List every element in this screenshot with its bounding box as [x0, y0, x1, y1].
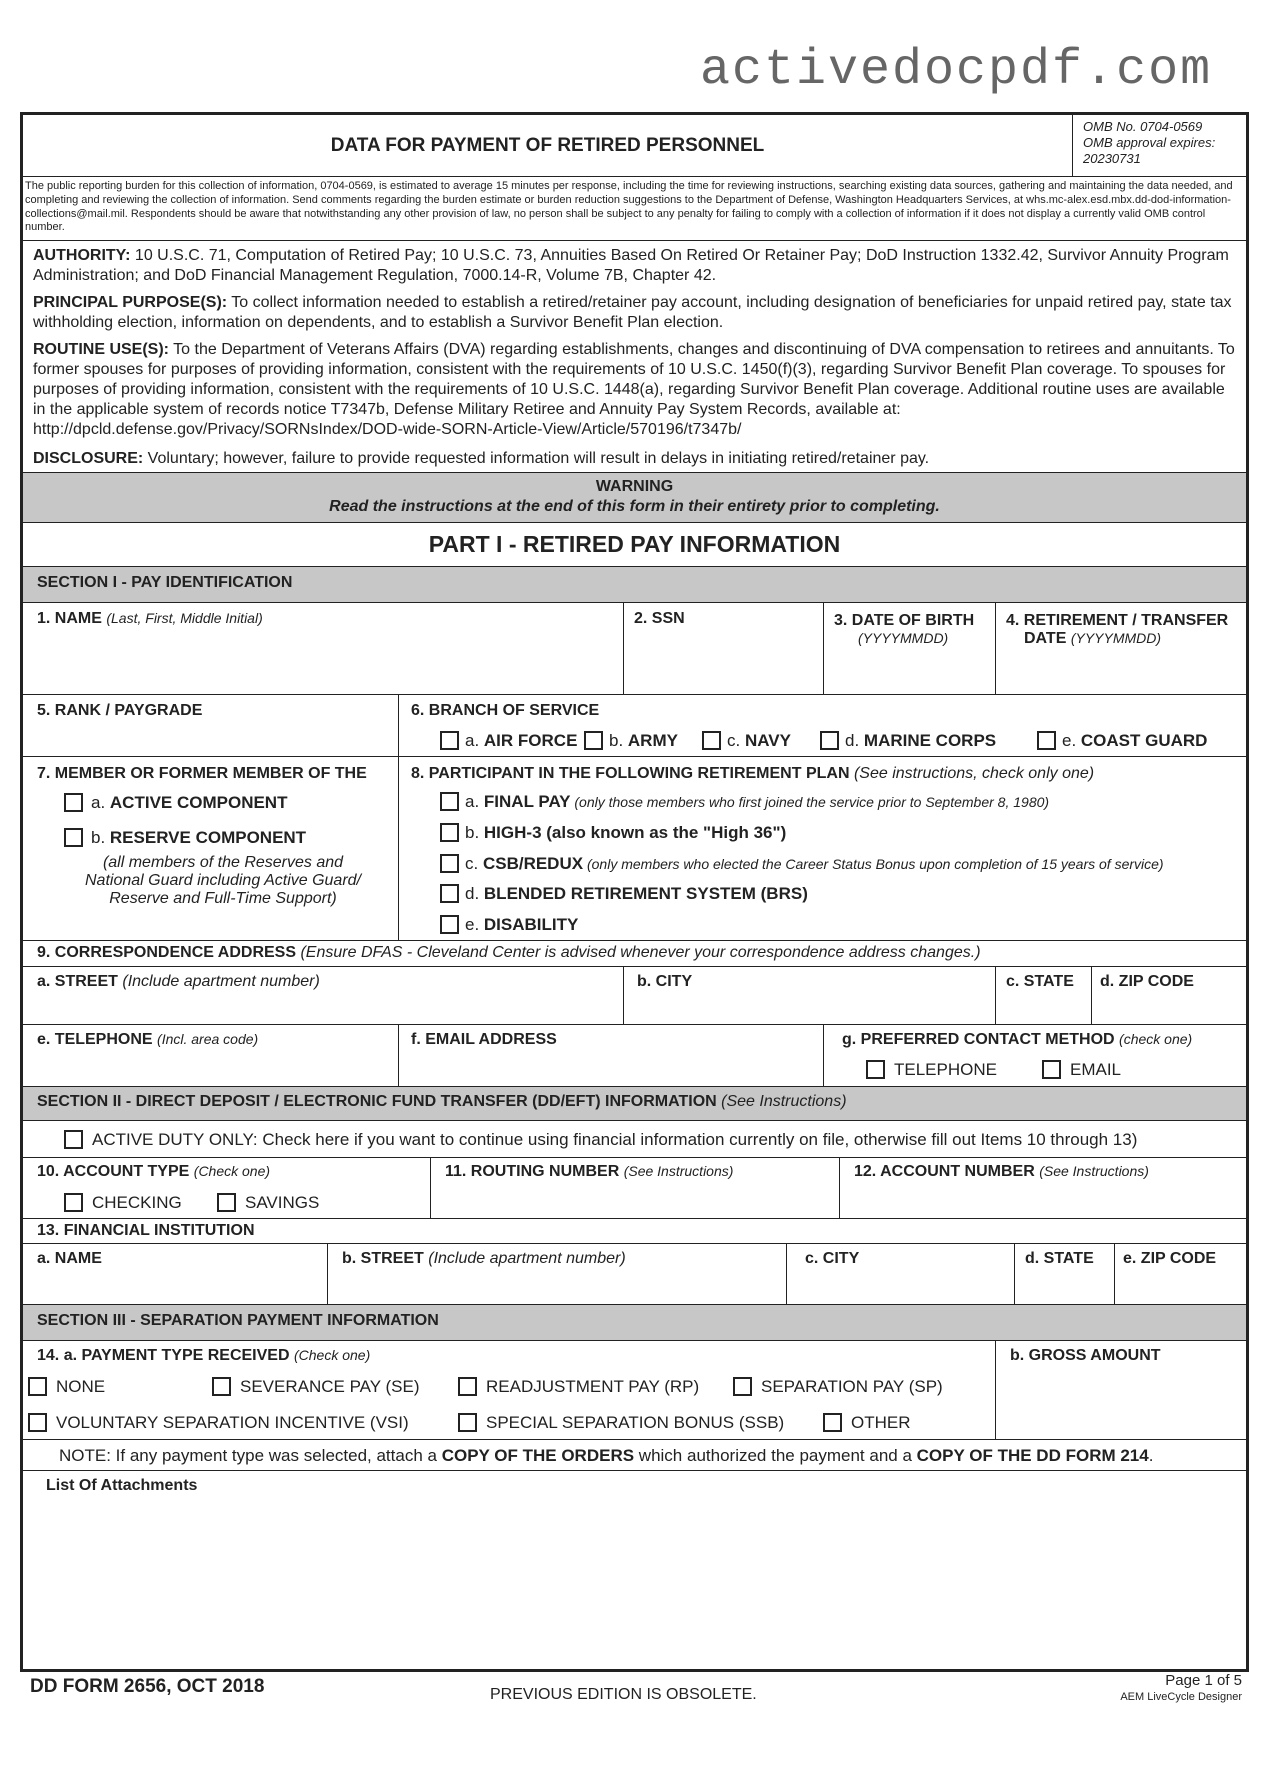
retirement-date-hint: (YYYYMMDD): [1070, 630, 1162, 646]
account-row: [23, 1158, 1246, 1219]
csb-redux-checkbox[interactable]: [440, 854, 459, 873]
part1-title: PART I - RETIRED PAY INFORMATION: [428, 531, 841, 557]
reserve-note: (all members of the Reserves and National Guard including Active Guard/ Reserve and Full-Time Support): [85, 854, 361, 907]
form-id: DD FORM 2656, OCT 2018: [30, 1676, 265, 1697]
checking-checkbox[interactable]: [64, 1193, 83, 1212]
army-option: b. ARMY: [609, 731, 678, 750]
brs-checkbox[interactable]: [440, 884, 459, 903]
disability-option: e. DISABILITY: [465, 915, 579, 934]
reserve-component-option: b. RESERVE COMPONENT: [91, 828, 307, 847]
account-type-hint: (Check one): [193, 1163, 271, 1179]
section1-title: SECTION I - PAY IDENTIFICATION: [37, 574, 293, 591]
section1-header: [23, 567, 1246, 603]
payment-type-label: 14. a. PAYMENT TYPE RECEIVED: [37, 1347, 290, 1364]
fin-state-label: d. STATE: [1025, 1250, 1094, 1267]
air-force-checkbox[interactable]: [440, 731, 459, 750]
burden-text: The public reporting burden for this collection of information, 0704-0569, is estimated to average 15 minutes per response, including the time for reviewing instructions, searching existing data sources, gathering and maintaining the data needed, and completing and reviewing the collection of information. Send comments regarding the burden estimate or burden reduction suggestions to the Department of Defense, Washington Headquarters Services, at whs.mc-alex.esd.mbx.dd-dod-information-collections@mail.mil. Respondents should be aware that notwithstanding any other provision of law, no person shall be subject to any penalty for failing to comply with a collection of information if it does not display a currently valid OMB control number.: [25, 180, 1233, 234]
form-title: DATA FOR PAYMENT OF RETIRED PERSONNEL: [330, 135, 765, 156]
attachments-label: List Of Attachments: [46, 1477, 198, 1494]
identification-row: [23, 603, 1246, 695]
financial-institution-row: [23, 1244, 1246, 1305]
contact-method-field: [824, 1025, 1246, 1086]
correspondence-label: 9. CORRESPONDENCE ADDRESS: [37, 944, 297, 961]
separation-pay-option: SEPARATION PAY (SP): [761, 1377, 943, 1396]
omb-expires: OMB approval expires:: [1083, 135, 1216, 150]
street-field[interactable]: [23, 967, 624, 1024]
checking-option: CHECKING: [92, 1193, 182, 1212]
ssn-field[interactable]: [624, 603, 824, 694]
final-pay-option: a. FINAL PAY (only those members who first joined the service prior to September 8, 1980): [465, 792, 1050, 811]
account-number-label: 12. ACCOUNT NUMBER: [854, 1163, 1035, 1180]
other-checkbox[interactable]: [823, 1413, 842, 1432]
separation-pay-checkbox[interactable]: [733, 1377, 752, 1396]
form-page: [20, 112, 1249, 1672]
part1-header: [23, 523, 1246, 567]
ssb-option: SPECIAL SEPARATION BONUS (SSB): [486, 1413, 785, 1432]
authority-text: 10 U.S.C. 71, Computation of Retired Pay; 10 U.S.C. 73, Annuities Based On Retired Or Retainer Pay; DoD Instruction 1332.42, Survivor Annuity Program Administration; and DoD Financial Management Regulation, 7000.14-R, Volume 7B, Chapter 42.: [33, 247, 1229, 284]
army-checkbox[interactable]: [584, 731, 603, 750]
contact-method-label: g. PREFERRED CONTACT METHOD: [842, 1031, 1115, 1048]
telephone-label: e. TELEPHONE: [37, 1031, 153, 1048]
retirement-date-label: 4. RETIREMENT / TRANSFER: [1006, 612, 1229, 629]
contact-row: [23, 1025, 1246, 1087]
section2-hint: (See Instructions): [721, 1093, 847, 1110]
navy-checkbox[interactable]: [702, 731, 721, 750]
attachments-field[interactable]: [23, 1471, 1246, 1669]
routine-text: To the Department of Veterans Affairs (DVA) regarding establishments, changes and discontinuing of DVA compensation to retirees and annuitants. To former spouses for purposes of providing information, consistent with the requirements of 10 U.S.C. 1450(f)(3), regarding Survivor Benefit Plan coverage. To spouses for purposes of providing information, consistent with the requirements of 10 U.S.C. 1448(a), regarding Survivor Benefit Plan coverage. Additional routine uses are available in the applicable system of records notice T7347b, Defense Military Retiree and Annuity Pay System Records, available at: http://dpcld.defense.gov/Privacy/SORNsIndex/DOD-wide-SORN-Article-View/Article/570196/t7347b/: [33, 341, 1235, 438]
active-duty-text: ACTIVE DUTY ONLY: Check here if you want to continue using financial information currently on file, otherwise fill out Items 10 through 13): [92, 1130, 1138, 1149]
purpose-label: PRINCIPAL PURPOSE(S):: [33, 294, 228, 311]
disclosure-paragraph: [33, 449, 1238, 469]
orders-note-row: [23, 1440, 1246, 1471]
branch-label: 6. BRANCH OF SERVICE: [411, 702, 600, 719]
city-field[interactable]: [624, 967, 996, 1024]
fin-state-field[interactable]: [1015, 1244, 1115, 1304]
contact-telephone-option: TELEPHONE: [894, 1060, 997, 1079]
none-checkbox[interactable]: [28, 1377, 47, 1396]
fin-zip-field[interactable]: [1115, 1244, 1246, 1304]
contact-method-hint: (check one): [1119, 1031, 1193, 1047]
navy-option: c. NAVY: [727, 731, 791, 750]
active-duty-row: [23, 1121, 1246, 1158]
account-type-label: 10. ACCOUNT TYPE: [37, 1163, 190, 1180]
section3-header: [23, 1305, 1246, 1341]
plan-hint: (See instructions, check only one): [853, 765, 1095, 782]
fin-city-label: c. CITY: [805, 1250, 860, 1267]
purpose-paragraph: [33, 293, 1238, 333]
email-field[interactable]: [399, 1025, 824, 1086]
fin-name-field[interactable]: [23, 1244, 328, 1304]
vsi-checkbox[interactable]: [28, 1413, 47, 1432]
account-number-field[interactable]: [840, 1158, 1246, 1218]
fin-city-field[interactable]: [787, 1244, 1015, 1304]
rank-field[interactable]: [23, 695, 399, 756]
payment-type-row: [23, 1341, 1246, 1440]
payment-type-field: [23, 1341, 996, 1439]
email-label: f. EMAIL ADDRESS: [411, 1031, 557, 1048]
zip-label: d. ZIP CODE: [1100, 973, 1194, 990]
authority-label: AUTHORITY:: [33, 247, 131, 264]
name-label: 1. NAME: [37, 610, 102, 627]
ssb-checkbox[interactable]: [458, 1413, 477, 1432]
other-option: OTHER: [851, 1413, 911, 1432]
high3-checkbox[interactable]: [440, 823, 459, 842]
gross-amount-field[interactable]: [996, 1341, 1246, 1439]
page-number: Page 1 of 5: [1165, 1672, 1242, 1689]
readjustment-pay-option: READJUSTMENT PAY (RP): [486, 1377, 700, 1396]
retirement-date-label2: DATE: [1024, 630, 1067, 647]
disclosure-text: Voluntary; however, failure to provide requested information will result in delays in initiating retired/retainer pay.: [143, 450, 930, 467]
correspondence-hint: (Ensure DFAS - Cleveland Center is advised whenever your correspondence address changes.): [300, 944, 981, 961]
form-header: [23, 115, 1246, 177]
street-hint: (Include apartment number): [122, 973, 320, 990]
rank-branch-row: [23, 695, 1246, 757]
name-field[interactable]: [23, 603, 624, 694]
contact-email-checkbox[interactable]: [1042, 1060, 1061, 1079]
telephone-hint: (Incl. area code): [157, 1031, 259, 1047]
savings-checkbox[interactable]: [217, 1193, 236, 1212]
coast-guard-checkbox[interactable]: [1037, 731, 1056, 750]
plan-field: [399, 757, 1246, 940]
disclosure-label: DISCLOSURE:: [33, 450, 144, 467]
none-option: NONE: [56, 1377, 106, 1396]
privacy-act-statement: [23, 241, 1246, 473]
marine-corps-option: d. MARINE CORPS: [845, 731, 997, 750]
ssn-label: 2. SSN: [634, 610, 685, 627]
disability-checkbox[interactable]: [440, 915, 459, 934]
brs-option: d. BLENDED RETIREMENT SYSTEM (BRS): [465, 884, 808, 903]
burden-statement: [23, 177, 1246, 241]
savings-option: SAVINGS: [245, 1193, 320, 1212]
retirement-date-field[interactable]: [996, 603, 1246, 694]
fin-street-field[interactable]: [328, 1244, 787, 1304]
dob-label: 3. DATE OF BIRTH: [834, 612, 975, 629]
marine-corps-checkbox[interactable]: [820, 731, 839, 750]
financial-institution-header: [23, 1219, 1246, 1244]
section2-header: [23, 1087, 1246, 1121]
omb-number: OMB No. 0704-0569: [1083, 119, 1203, 134]
branch-field: [399, 695, 1246, 756]
omb-date: 20230731: [1083, 151, 1141, 166]
reserve-component-checkbox[interactable]: [64, 828, 83, 847]
csb-redux-option: c. CSB/REDUX (only members who elected the Career Status Bonus upon completion of 15 years of service): [465, 854, 1164, 873]
high3-option: b. HIGH-3 (also known as the "High 36"): [465, 823, 787, 842]
severance-pay-option: SEVERANCE PAY (SE): [240, 1377, 420, 1396]
authority-paragraph: [33, 246, 1238, 286]
member-field: [23, 757, 399, 940]
designer-credit: AEM LiveCycle Designer: [1120, 1691, 1242, 1703]
member-label: 7. MEMBER OR FORMER MEMBER OF THE: [37, 765, 367, 782]
air-force-option: a. AIR FORCE: [465, 731, 578, 750]
warning-banner: [23, 473, 1246, 523]
active-duty-checkbox[interactable]: [64, 1130, 83, 1149]
warning-text: Read the instructions at the end of this form in their entirety prior to completing.: [329, 498, 940, 515]
address-row: [23, 967, 1246, 1025]
active-component-option: a. ACTIVE COMPONENT: [91, 793, 288, 812]
watermark: activedocpdf.com: [700, 42, 1213, 99]
warning-title: WARNING: [595, 478, 674, 495]
account-number-hint: (See Instructions): [1039, 1163, 1149, 1179]
gross-amount-label: b. GROSS AMOUNT: [1010, 1347, 1161, 1364]
telephone-field[interactable]: [23, 1025, 399, 1086]
payment-type-hint: (Check one): [293, 1347, 371, 1363]
dob-field[interactable]: [824, 603, 996, 694]
rank-label: 5. RANK / PAYGRADE: [37, 702, 203, 719]
financial-institution-label: 13. FINANCIAL INSTITUTION: [37, 1222, 255, 1239]
zip-field[interactable]: [1092, 967, 1246, 1024]
plan-label: 8. PARTICIPANT IN THE FOLLOWING RETIREMENT PLAN: [411, 765, 850, 782]
contact-email-option: EMAIL: [1070, 1060, 1122, 1079]
routing-number-label: 11. ROUTING NUMBER: [445, 1163, 620, 1180]
fin-street-hint: (Include apartment number): [428, 1250, 626, 1267]
fin-zip-label: e. ZIP CODE: [1123, 1250, 1217, 1267]
routine-label: ROUTINE USE(S):: [33, 341, 169, 358]
account-type-field: [23, 1158, 431, 1218]
severance-pay-checkbox[interactable]: [212, 1377, 231, 1396]
routing-number-hint: (See Instructions): [623, 1163, 734, 1179]
orders-note: NOTE: If any payment type was selected, attach a COPY OF THE ORDERS which authorized the payment and a COPY OF THE DD FORM 214.: [59, 1446, 1154, 1465]
contact-telephone-checkbox[interactable]: [866, 1060, 885, 1079]
fin-street-label: b. STREET: [342, 1250, 424, 1267]
routine-paragraph: [33, 340, 1238, 440]
final-pay-checkbox[interactable]: [440, 792, 459, 811]
section2-title: SECTION II - DIRECT DEPOSIT / ELECTRONIC FUND TRANSFER (DD/EFT) INFORMATION: [37, 1093, 717, 1110]
active-component-checkbox[interactable]: [64, 793, 83, 812]
city-label: b. CITY: [637, 973, 693, 990]
state-label: c. STATE: [1006, 973, 1074, 990]
readjustment-pay-checkbox[interactable]: [458, 1377, 477, 1396]
member-plan-row: [23, 757, 1246, 941]
vsi-option: VOLUNTARY SEPARATION INCENTIVE (VSI): [56, 1413, 409, 1432]
routing-number-field[interactable]: [431, 1158, 840, 1218]
fin-name-label: a. NAME: [37, 1250, 102, 1267]
coast-guard-option: e. COAST GUARD: [1062, 731, 1208, 750]
form-title-cell: [23, 115, 1073, 176]
name-hint: (Last, First, Middle Initial): [106, 610, 263, 626]
obsolete-notice: PREVIOUS EDITION IS OBSOLETE.: [490, 1686, 757, 1703]
state-field[interactable]: [996, 967, 1092, 1024]
section3-title: SECTION III - SEPARATION PAYMENT INFORMATION: [37, 1312, 439, 1329]
dob-hint: (YYYYMMDD): [858, 630, 949, 646]
omb-box: [1073, 115, 1246, 176]
street-label: a. STREET: [37, 973, 118, 990]
correspondence-header: [23, 941, 1246, 967]
purpose-text: To collect information needed to establish a retired/retainer pay account, including designation of beneficiaries for unpaid retired pay, state tax withholding election, information on dependents, and to establish a Survivor Benefit Plan election.: [33, 294, 1232, 331]
